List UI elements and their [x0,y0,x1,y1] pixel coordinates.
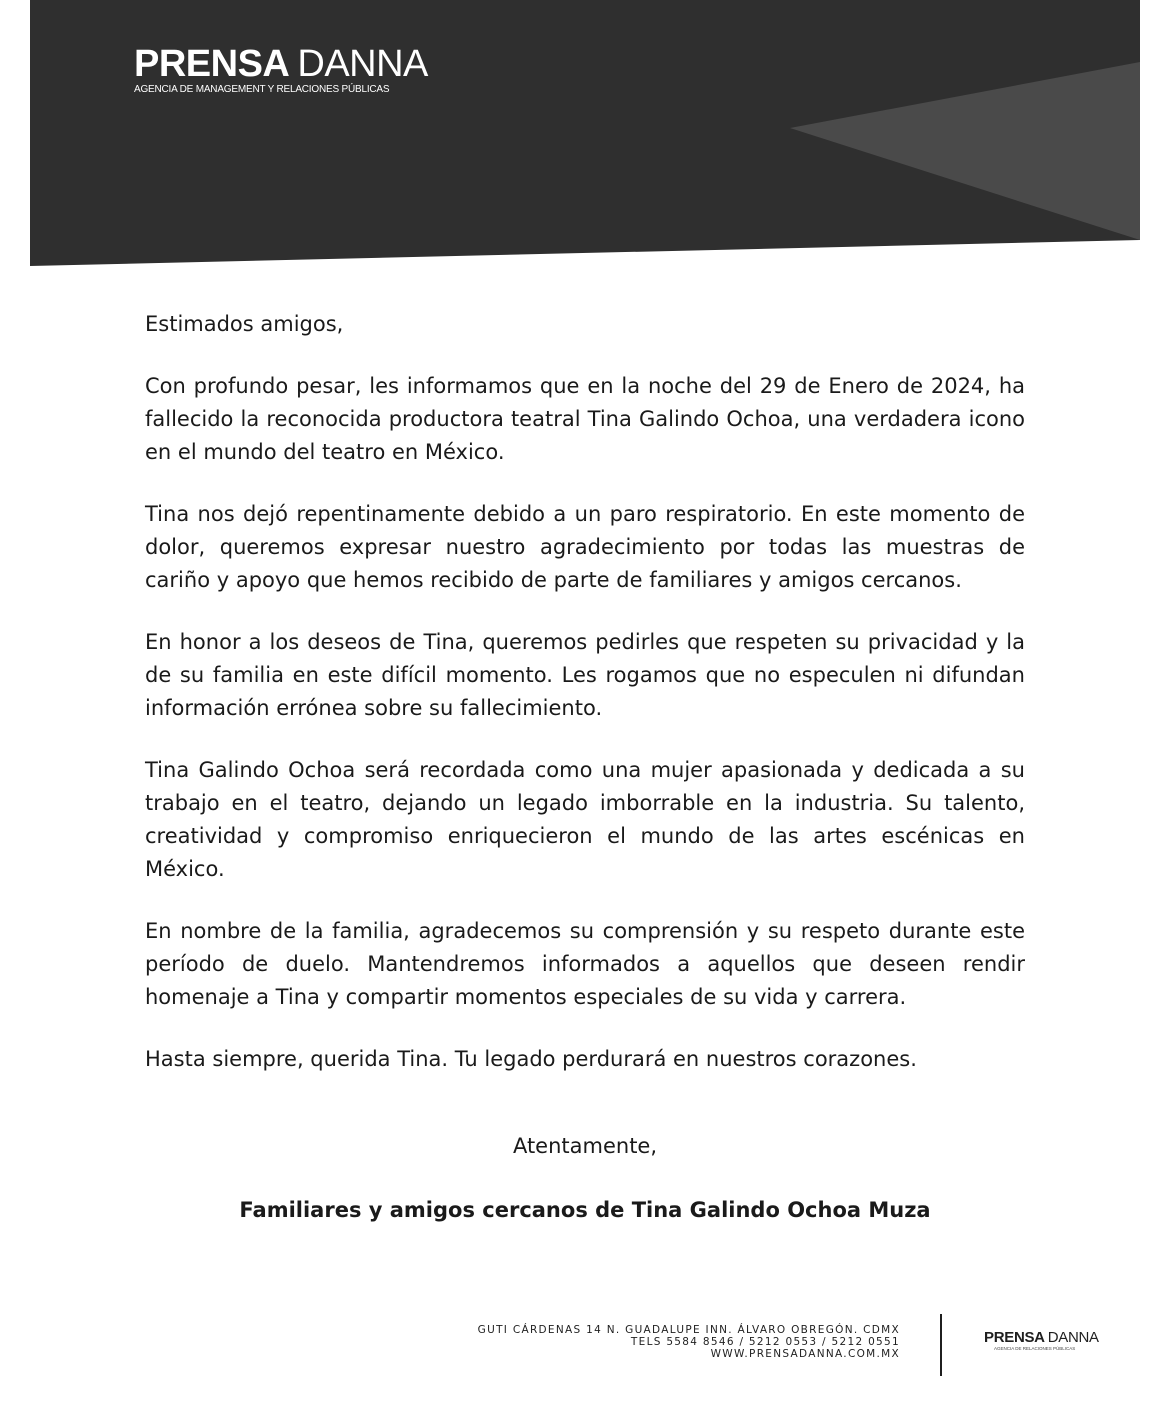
footer-divider [940,1314,942,1376]
footer-website-link[interactable]: WWW.PRENSADANNA.COM.MX [710,1348,900,1360]
letter-signature: Familiares y amigos cercanos de Tina Galindo Ochoa Muza [239,1198,931,1222]
logo-word-prensa: PRENSA [134,43,290,85]
logo-word-danna: DANNA [297,43,428,85]
letter-greeting: Estimados amigos, [145,312,344,336]
letter-paragraph-1: Con profundo pesar, les informamos que en la noche del 29 de Enero de 2024, ha fallecido la reconocida productora teatral Tina Galindo Ochoa, una verdadera icono en el mundo del teatro en México. [145,374,1025,464]
letter-closing: Atentamente, [512,1134,658,1158]
footer-logo-wordmark [984,1330,1099,1346]
letter-paragraph-3: En honor a los deseos de Tina, queremos pedirles que respeten su privacidad y la de su familia en este difícil momento. Les rogamos que no especulen ni difundan información errónea sobre su fallecimiento. [145,630,1025,720]
letter-paragraph-2: Tina nos dejó repentinamente debido a un paro respiratorio. En este momento de dolor, queremos expresar nuestro agradecimiento por todas las muestras de cariño y apoyo que hemos recibido de parte de familiares y amigos cercanos. [145,502,1025,592]
header-logo [134,44,428,96]
footer-logo-tagline: AGENCIA DE RELACIONES PÚBLICAS [994,1346,1076,1351]
logo-wordmark [134,44,428,84]
letter-body [145,308,1025,1105]
footer-logo-word-danna: DANNA [1047,1329,1099,1346]
letter-paragraph-6: Hasta siempre, querida Tina. Tu legado perdurará en nuestros corazones. [145,1047,917,1071]
footer-address [478,1324,900,1360]
letter-paragraph-4: Tina Galindo Ochoa será recordada como una mujer apasionada y dedicada a su trabajo en el teatro, dejando un legado imborrable en la industria. Su talento, creatividad y compromiso enriquecieron el mundo de las artes escénicas en México. [145,758,1025,881]
logo-tagline: AGENCIA DE MANAGEMENT Y RELACIONES PÚBLICAS [134,84,390,95]
footer-address-line: GUTI CÁRDENAS 14 N. GUADALUPE INN. ÁLVARO OBREGÓN. CDMX [477,1324,900,1336]
letter-paragraph-5: En nombre de la familia, agradecemos su comprensión y su respeto durante este período de duelo. Mantendremos informados a aquellos que deseen rendir homenaje a Tina y compartir momentos especiales de su vida y carrera. [145,919,1025,1009]
footer-logo [984,1330,1099,1352]
footer-logo-word-prensa: PRENSA [984,1329,1045,1346]
footer-phone-line: TELS 5584 8546 / 5212 0553 / 5212 0551 [630,1336,900,1348]
